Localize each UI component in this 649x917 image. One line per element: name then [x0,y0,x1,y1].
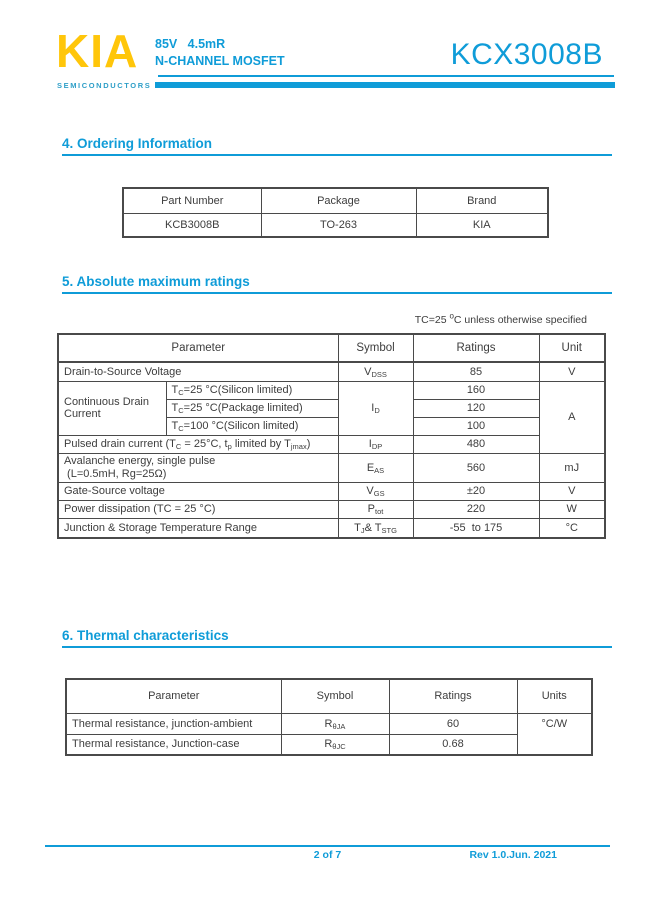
footer-rule [45,845,610,847]
row-drain-source-voltage [58,362,605,381]
ordering-data-row [123,213,548,237]
rating-cell: -55 to 175 [413,518,539,538]
rating-cell: 100 [413,417,539,435]
col-header-package: Package [261,188,416,213]
col-header-ratings: Ratings [413,334,539,362]
row-thermal-junction-case [66,734,592,755]
section-title-thermal: 6. Thermal characteristics [62,628,229,643]
thermal-table [65,678,593,756]
unit-cell: °C/W [517,713,592,755]
param-cell: Drain-to-Source Voltage [58,362,338,381]
condition-cell: $T_C=25$ °C(Silicon limited) [166,381,338,399]
param-cell: Continuous Drain Current [58,381,166,435]
abs-max-header-row [58,334,605,362]
param-cell [58,453,338,482]
section-rule-thermal [62,646,612,648]
rating-cell: 480 [413,435,539,453]
rating-cell: 120 [413,399,539,417]
unit-cell: V [539,362,605,381]
unit-cell: W [539,500,605,518]
col-header-brand: Brand [416,188,548,213]
rating-cell: 220 [413,500,539,518]
spec-channel-type: N-CHANNEL MOSFET [155,54,285,68]
symbol-cell: $T_J\&$ $T_{STG}$ [338,518,413,538]
rating-cell: 0.68 [389,734,517,755]
section-title-abs-max: 5. Absolute maximum ratings [62,274,250,289]
param-cell: Junction & Storage Temperature Range [58,518,338,538]
symbol-cell: $E_{AS}$ [338,453,413,482]
row-power-dissipation [58,500,605,518]
row-junction-storage-temp [58,518,605,538]
header-rule-thin [158,75,614,77]
rating-cell: ±20 [413,482,539,500]
spec-voltage-resistance: 85V 4.5mR [155,37,226,51]
kia-logo: KIA [56,25,139,77]
col-header-part-number: Part Number [123,188,261,213]
unit-cell: °C [539,518,605,538]
symbol-cell: $I_{DP}$ [338,435,413,453]
symbol-cell: $I_D$ [338,381,413,435]
param-line-2: (L=0.5mH, Rg=25Ω) [64,467,167,480]
part-number-cell: KCB3008B [123,213,261,237]
package-cell: TO-263 [261,213,416,237]
section-rule-ordering [62,154,612,156]
col-header-unit: Unit [539,334,605,362]
condition-cell: $T_C=100$ °C(Silicon limited) [166,417,338,435]
row-thermal-junction-ambient [66,713,592,734]
param-cell: Thermal resistance, junction-ambient [66,713,281,734]
unit-cell: V [539,482,605,500]
param-line-1: Avalanche energy, single pulse [64,454,216,467]
col-header-symbol: Symbol [281,679,389,713]
row-pulsed-drain-current [58,435,605,453]
col-header-parameter: Parameter [58,334,338,362]
row-gate-source-voltage [58,482,605,500]
part-number-title: KCX3008B [450,38,603,71]
symbol-cell: $R_{\theta JA}$ [281,713,389,734]
kia-logo-subtext: SEMICONDUCTORS [57,81,152,90]
row-avalanche-energy [58,453,605,482]
symbol-cell: $R_{\theta JC}$ [281,734,389,755]
ordering-header-row [123,188,548,213]
unit-cell: A [539,381,605,453]
symbol-cell: $V_{GS}$ [338,482,413,500]
abs-max-condition-note: TC=25 $^o$C unless otherwise specified [414,311,587,326]
rating-cell: 85 [413,362,539,381]
ordering-table [122,187,549,238]
brand-cell: KIA [416,213,548,237]
col-header-units: Units [517,679,592,713]
col-header-ratings: Ratings [389,679,517,713]
device-spec-block [155,36,285,70]
param-cell: Pulsed drain current ($T_C = 25^\circ C$, $t_p$ limited by $T_{jmax}$) [58,435,338,453]
rating-cell: 160 [413,381,539,399]
param-cell: Thermal resistance, Junction-case [66,734,281,755]
section-title-ordering: 4. Ordering Information [62,136,213,151]
symbol-cell: $V_{DSS}$ [338,362,413,381]
symbol-cell: $P_{tot}$ [338,500,413,518]
rating-cell: 560 [413,453,539,482]
condition-cell: $T_C=25$ °C(Package limited) [166,399,338,417]
header-rule-thick [155,82,615,88]
page-indicator: 2 of 7 [313,849,342,861]
thermal-header-row [66,679,592,713]
unit-cell: mJ [539,453,605,482]
abs-max-table [57,333,606,539]
param-cell: Power dissipation (TC = 25 °C) [58,500,338,518]
param-cell: Gate-Source voltage [58,482,338,500]
col-header-parameter: Parameter [66,679,281,713]
rating-cell: 60 [389,713,517,734]
section-rule-abs-max [62,292,612,294]
revision-label: Rev 1.0.Jun. 2021 [469,849,557,861]
row-continuous-drain-1 [58,381,605,399]
col-header-symbol: Symbol [338,334,413,362]
